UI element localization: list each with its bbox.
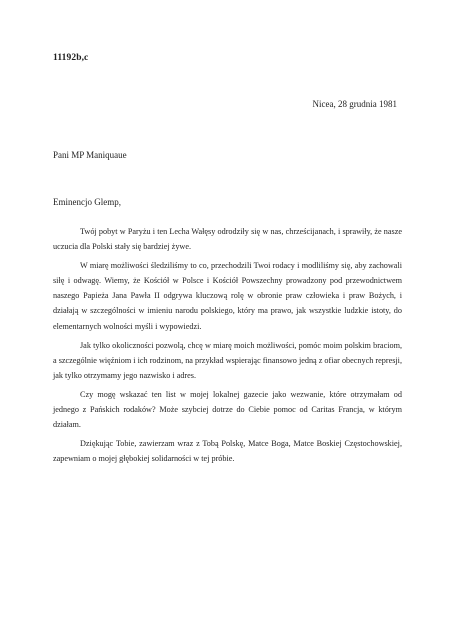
document-reference: 11192b,c — [53, 53, 89, 63]
body-paragraph: Twój pobyt w Paryżu i ten Lecha Wałęsy odrodziły się w nas, chrześcijanach, i sprawiły, że nasze uczucia dla Polski stały się bardziej żywe. — [53, 227, 402, 252]
letter-recipient: Pani MP Maniquaue — [53, 150, 127, 160]
body-paragraph: Dziękując Tobie, zawierzam wraz z Tobą Polskę, Matce Boga, Matce Boskiej Częstochowskiej, zapewniam o mojej głębokiej solidarności w tej próbie. — [53, 439, 402, 464]
letter-date: Nicea, 28 grudnia 1981 — [312, 99, 397, 109]
letter-salutation: Eminencjo Glemp, — [53, 197, 121, 207]
body-paragraph: W miarę możliwości śledziliśmy to co, przechodzili Twoi rodacy i modliliśmy się, aby zachowali siłę i odwagę. Wiemy, że Kościół w Polsce i Kościół Powszechny prowadzony pod przewodnictwem naszego Papieża Jana Pawła II odgrywa kluczową rolę w obronie praw człowieka i praw Bożych, i działają w szczególności w imieniu narodu polskiego, który ma prawo, jak wszystkie ludzkie istoty, do elementarnych wolności myśli i wypowiedzi. — [53, 261, 402, 331]
letter-body — [53, 224, 402, 470]
body-paragraph: Czy mogę wskazać ten list w mojej lokalnej gazecie jako wezwanie, które otrzymałam od jednego z Pańskich rodaków? Może szybciej dotrze do Ciebie pomoc od Caritas Francja, w którym działam. — [53, 389, 402, 430]
body-paragraph: Jak tylko okoliczności pozwolą, chcę w miarę moich możliwości, pomóc moim polskim braciom, a szczególnie więźniom i ich rodzinom, na przykład wspierając finansowo jedną z ofiar obecnych represji, jak tylko otrzymamy jego nazwisko i adres. — [53, 340, 402, 380]
